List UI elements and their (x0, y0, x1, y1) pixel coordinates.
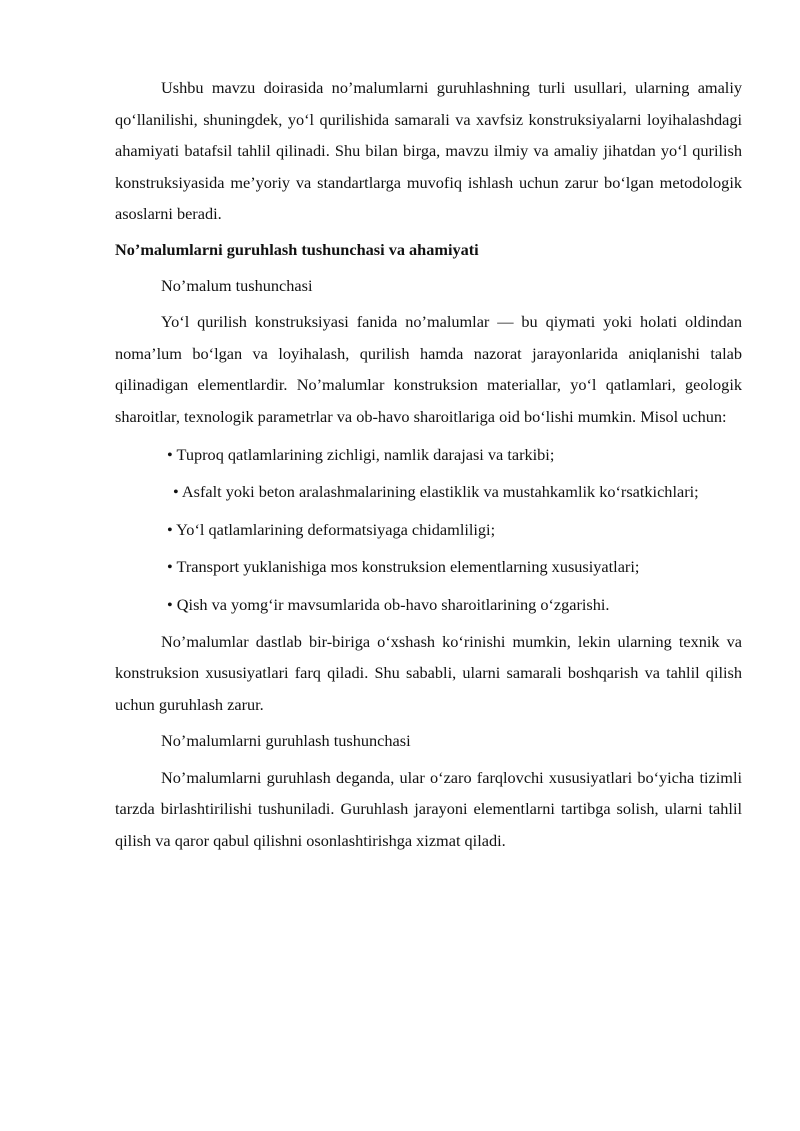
bullet-item-3: • Yo‘l qatlamlarining deformatsiyaga chidamliligi; (115, 514, 742, 546)
subheading-grouping-concept: No’malumlarni guruhlash tushunchasi (161, 731, 411, 751)
document-page (115, 72, 742, 857)
intro-paragraph: Ushbu mavzu doirasida no’malumlarni guruhlashning turli usullari, ularning amaliy qo‘llanilishi, shuningdek, yo‘l qurilishida samarali va xavfsiz konstruksiyalarni loyihalashdagi ahamiyati batafsil tahlil qilinadi. Shu bilan birga, mavzu ilmiy va amaliy jihatdan yo‘l qurilish konstruksiyasida me’yoriy va standartlarga muvofiq ishlash uchun zarur bo‘lgan metodologik asoslarni beradi. (115, 78, 742, 224)
subheading-unknown-concept: No’malum tushunchasi (161, 275, 313, 295)
similarity-paragraph: No’malumlar dastlab bir-biriga o‘xshash ko‘rinishi mumkin, lekin ularning texnik va konstruksion xususiyatlari farq qiladi. Shu sababli, ularni samarali boshqarish va tahlil qilish uchun guruhlash zarur. (115, 631, 742, 714)
bullet-item-5: • Qish va yomg‘ir mavsumlarida ob-havo sharoitlarining o‘zgarishi. (115, 589, 742, 621)
bullet-item-4: • Transport yuklanishiga mos konstruksion elementlarning xususiyatlari; (115, 551, 742, 583)
bullet-item-1: • Tuproq qatlamlarining zichligi, namlik darajasi va tarkibi; (115, 439, 742, 471)
grouping-paragraph: No’malumlarni guruhlash deganda, ular o‘zaro farqlovchi xususiyatlari bo‘yicha tizimli tarzda birlashtirilishi tushuniladi. Guruhlash jarayoni elementlarni tartibga solish, ularni tahlil qilish va qaror qabul qilishni osonlashtirishga xizmat qiladi. (115, 767, 742, 851)
definition-paragraph: Yo‘l qurilish konstruksiyasi fanida no’malumlar — bu qiymati yoki holati oldindan noma’lum bo‘lgan va loyihalash, qurilish hamda nazorat jarayonlarida aniqlanishi talab qilinadigan elementlardir. No’malumlar konstruksion materiallar, yo‘l qatlamlari, geologik sharoitlar, texnologik parametrlar va ob-havo sharoitlariga oid bo‘lishi mumkin. Misol uchun: (115, 312, 742, 426)
section-heading: No’malumlarni guruhlash tushunchasi va ahamiyati (115, 239, 479, 259)
bullet-item-2: • Asfalt yoki beton aralashmalarining elastiklik va mustahkamlik ko‘rsatkichlari; (115, 476, 742, 508)
